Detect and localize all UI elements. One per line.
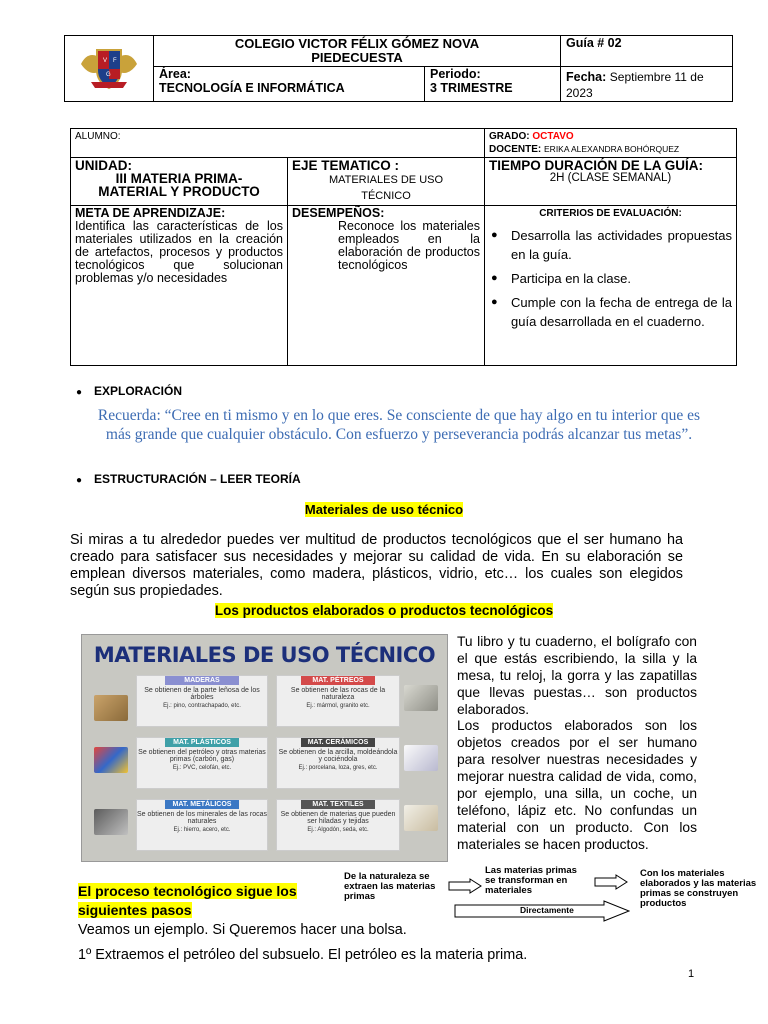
grade-label: GRADO: (489, 131, 530, 142)
intro-paragraph: Si miras a tu alrededor puedes ver multitud de productos tecnológicos que el ser humano ha creado para satisfacer sus necesidades y mejorar su calidad de vida. En su elaboración se emplean diversos materiales, como madera, plásticos, vidrio, etc… los cuales son elegidos según sus propiedades. (70, 532, 683, 599)
criteria-list (489, 226, 732, 331)
school-name: COLEGIO VICTOR FÉLIX GÓMEZ NOVA (234, 36, 480, 51)
period-label: Periodo: (429, 67, 481, 81)
axis-cell (288, 158, 485, 206)
student-label: ALUMNO: (75, 131, 121, 142)
logo-cell (65, 36, 154, 102)
unit-value: III MATERIA PRIMA-MATERIAL Y PRODUCTO (98, 171, 260, 199)
poster-card: MAT. TEXTILES Se obtienen de materias que pueden ser hiladas y tejidas Ej.: Algodón, seda, etc. (276, 799, 400, 851)
info-table (70, 128, 737, 366)
stone-image (404, 685, 438, 711)
area-value: TECNOLOGÍA E INFORMÁTICA (159, 81, 345, 95)
step-1: 1º Extraemos el petróleo del subsuelo. El petróleo es la materia prima. (78, 947, 528, 963)
metal-image (94, 809, 128, 835)
criteria-label: CRITERIOS DE EVALUACIÓN: (539, 208, 682, 219)
goal-cell (71, 206, 288, 366)
performance-label: DESEMPEÑOS: (292, 206, 385, 220)
axis-value: MATERIALES DE USO TÉCNICO (328, 174, 444, 202)
plastic-image (94, 747, 128, 773)
flow-step-3: Con los materiales elaborados y las materias primas se construyen productos (640, 868, 757, 909)
period-value: 3 TRIMESTRE (429, 81, 513, 95)
unit-label: UNIDAD: (75, 158, 132, 173)
products-heading: Los productos elaborados o productos tecnológicos (214, 603, 554, 618)
exploration-heading: ● EXPLORACIÓN (76, 384, 183, 398)
performance-text: Reconoce los materiales empleados en la elaboración de productos tecnológicos (338, 219, 480, 272)
flow-step-1: De la naturaleza se extraen las materias primas (344, 871, 436, 902)
goal-text: Identifica las características de los materiales utilizados en la creación de artefactos, procesos y productos tecnológicos que solucionan problemas y/o necesidades (75, 219, 283, 285)
school-city: PIEDECUESTA (311, 50, 403, 65)
date-cell (561, 67, 733, 102)
student-cell (71, 129, 485, 158)
date-value: Septiembre 11 de 2023 (566, 70, 704, 100)
teacher-value: ERIKA ALEXANDRA BOHÓRQUEZ (544, 144, 680, 154)
date-label: Fecha: (566, 70, 607, 84)
criteria-cell (485, 206, 737, 366)
axis-label: EJE TEMATICO : (292, 158, 400, 173)
textile-image (404, 805, 438, 831)
criteria-item: ● Cumple con la fecha de entrega de la guía desarrollada en el cuaderno. (489, 293, 732, 331)
materials-heading: Materiales de uso técnico (304, 502, 464, 517)
school-crest-icon (77, 42, 141, 92)
svg-text:F: F (113, 58, 117, 64)
svg-text:G: G (106, 72, 111, 78)
time-value: 2H (CLASE SEMANAL) (549, 172, 672, 184)
ceramic-image (404, 745, 438, 771)
goal-label: META DE APRENDIZAJE: (75, 206, 226, 220)
bullet-icon: ● (76, 387, 83, 398)
wood-image (94, 695, 128, 721)
time-label: TIEMPO DURACIÓN DE LA GUÍA: (489, 158, 703, 173)
svg-text:V: V (103, 58, 108, 64)
poster-title: MATERIALES DE USO TÉCNICO (93, 643, 436, 667)
arrow-right-icon (594, 874, 628, 890)
products-heading-wrap (0, 603, 768, 618)
criteria-item: ● Participa en la clase. (489, 269, 732, 288)
poster-card: MAT. CERÁMICOS Se obtienen de la arcilla, moldeándola y cociéndola Ej.: porcelana, loza, gres, etc. (276, 737, 400, 789)
materials-poster (81, 634, 448, 862)
poster-card: MAT. PÉTREOS Se obtienen de las rocas de la naturaleza Ej.: mármol, granito etc. (276, 675, 400, 727)
poster-card: MADERAS Se obtienen de la parte leñosa de los árboles Ej.: pino, contrachapado, etc. (136, 675, 268, 727)
page-number: 1 (688, 968, 695, 980)
grade-teacher-cell (485, 129, 737, 158)
guide-number: Guía # 02 (561, 36, 733, 67)
bullet-icon: ● (76, 475, 83, 486)
direct-label: Directamente (520, 905, 574, 915)
process-heading-wrap (78, 882, 330, 920)
header-table (64, 35, 733, 102)
example-line: Veamos un ejemplo. Si Queremos hacer una bolsa. (78, 922, 407, 938)
materials-heading-wrap (0, 502, 768, 517)
teacher-label: DOCENTE: (489, 144, 542, 155)
side-paragraph-2: Los productos elaborados son los objetos creados por el ser humano para resolver nuestras necesidades y mejorar nuestra calidad de vida, como, por ejemplo, una silla, un coche, un teléfono, lápiz etc. No confundas un material con un producto. Con los materiales se hacen productos. (457, 718, 697, 852)
unit-cell (71, 158, 288, 206)
process-heading: El proceso tecnológico sigue los siguientes pasos (78, 883, 297, 918)
motivational-quote: Recuerda: “Cree en ti mismo y en lo que eres. Se consciente de que hay algo en tu interior que es más grande que cualquier obstáculo. Con esfuerzo y perseverancia podrás alcanzar tus metas”. (97, 407, 701, 443)
arrow-right-icon (448, 878, 482, 894)
grade-value: OCTAVO (532, 131, 574, 142)
area-label: Área: (159, 67, 191, 81)
flow-step-2: Las materias primas se transforman en materiales (485, 865, 577, 896)
side-paragraph-1: Tu libro y tu cuaderno, el bolígrafo con el que estás escribiendo, la silla y la mesa, tu reloj, la gorra y las zapatillas que llevas puestas… son productos elaborados. (457, 634, 697, 717)
performance-cell (288, 206, 485, 366)
structuring-heading: ● ESTRUCTURACIÓN – LEER TEORÍA (76, 472, 301, 486)
criteria-item: ● Desarrolla las actividades propuestas en la guía. (489, 226, 732, 264)
poster-card: MAT. PLÁSTICOS Se obtienen del petróleo y otras materias primas (carbón, gas) Ej.: PVC, celofán, etc. (136, 737, 268, 789)
time-cell (485, 158, 737, 206)
poster-card: MAT. METÁLICOS Se obtienen de los minerales de las rocas naturales Ej.: hierro, acero, etc. (136, 799, 268, 851)
